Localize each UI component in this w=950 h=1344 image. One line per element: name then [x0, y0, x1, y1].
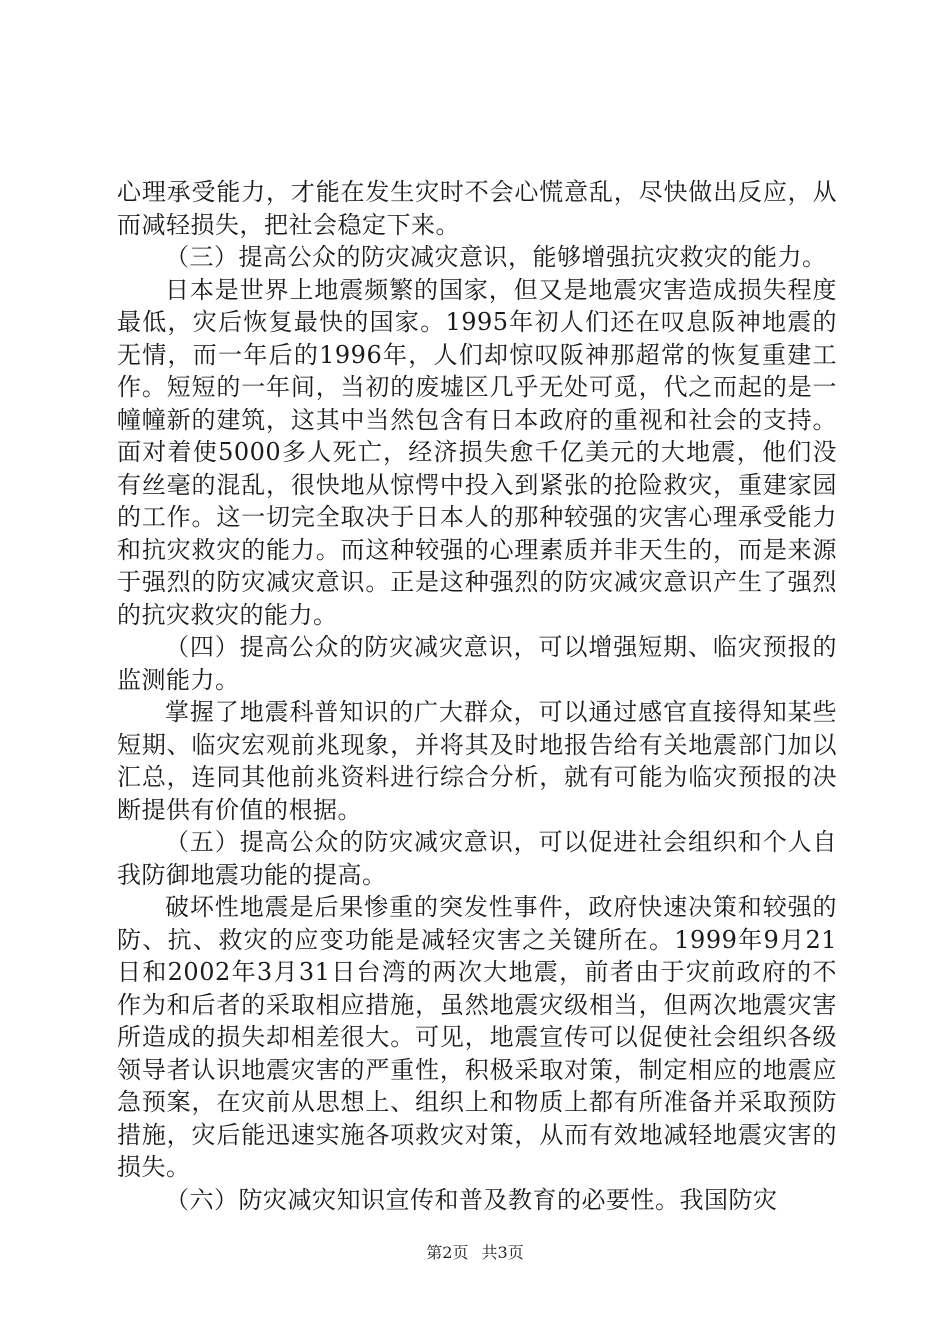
paragraph-4: （四）提高公众的防灾减灾意识，可以增强短期、临灾预报的监测能力。 [117, 633, 837, 694]
paragraph-1: 心理承受能力，才能在发生灾时不会心慌意乱，尽快做出反应，从而减轻损失，把社会稳定下来。 [117, 178, 837, 239]
paragraph-5: 掌握了地震科普知识的广大群众，可以通过感官直接得知某些短期、临灾宏观前兆现象，并将其及时地报告给有关地震部门加以汇总，连同其他前兆资料进行综合分析，就有可能为临灾预报的决断提供有价值的根据。 [117, 698, 837, 824]
paragraph-3: 日本是世界上地震频繁的国家，但又是地震灾害造成损失程度最低，灾后恢复最快的国家。1995年初人们还在叹息阪神地震的无情，而一年后的1996年，人们却惊叹阪神那超常的恢复重建工作。短短的一年间，当初的废墟区几乎无处可觅，代之而起的是一幢幢新的建筑，这其中当然包含有日本政府的重视和社会的支持。面对着使5000多人死亡，经济损失愈千亿美元的大地震，他们没有丝毫的混乱，很快地从惊愕中投入到紧张的抢险救灾，重建家园的工作。这一切完全取决于日本人的那种较强的灾害心理承受能力和抗灾救灾的能力。而这种较强的心理素质并非天生的，而是来源于强烈的防灾减灾意识。正是这种强烈的防灾减灾意识产生了强烈的抗灾救灾的能力。 [117, 275, 837, 629]
page-number: 第2页 [426, 1243, 469, 1262]
page-footer [0, 1240, 950, 1263]
paragraph-6: （五）提高公众的防灾减灾意识，可以促进社会组织和个人自我防御地震功能的提高。 [117, 828, 837, 889]
paragraph-2: （三）提高公众的防灾减灾意识，能够增强抗灾救灾的能力。 [165, 243, 827, 271]
paragraph-8: （六）防灾减灾知识宣传和普及教育的必要性。我国防灾 [165, 1185, 778, 1214]
paragraph-7: 破坏性地震是后果惨重的突发性事件，政府快速决策和较强的防、抗、救灾的应变功能是减轻灾害之关键所在。1999年9月21日和2002年3月31日台湾的两次大地震，前者由于灾前政府的不作为和后者的采取相应措施，虽然地震灾级相当，但两次地震灾害所造成的损失却相差很大。可见，地震宣传可以促使社会组织各级领导者认识地震灾害的严重性，积极采取对策，制定相应的地震应急预案，在灾前从思想上、组织上和物质上都有所准备并采取预防措施，灾后能迅速实施各项救灾对策，从而有效地减轻地震灾害的损失。 [117, 893, 837, 1181]
document-body [117, 176, 837, 1216]
page-total: 共3页 [481, 1243, 524, 1262]
